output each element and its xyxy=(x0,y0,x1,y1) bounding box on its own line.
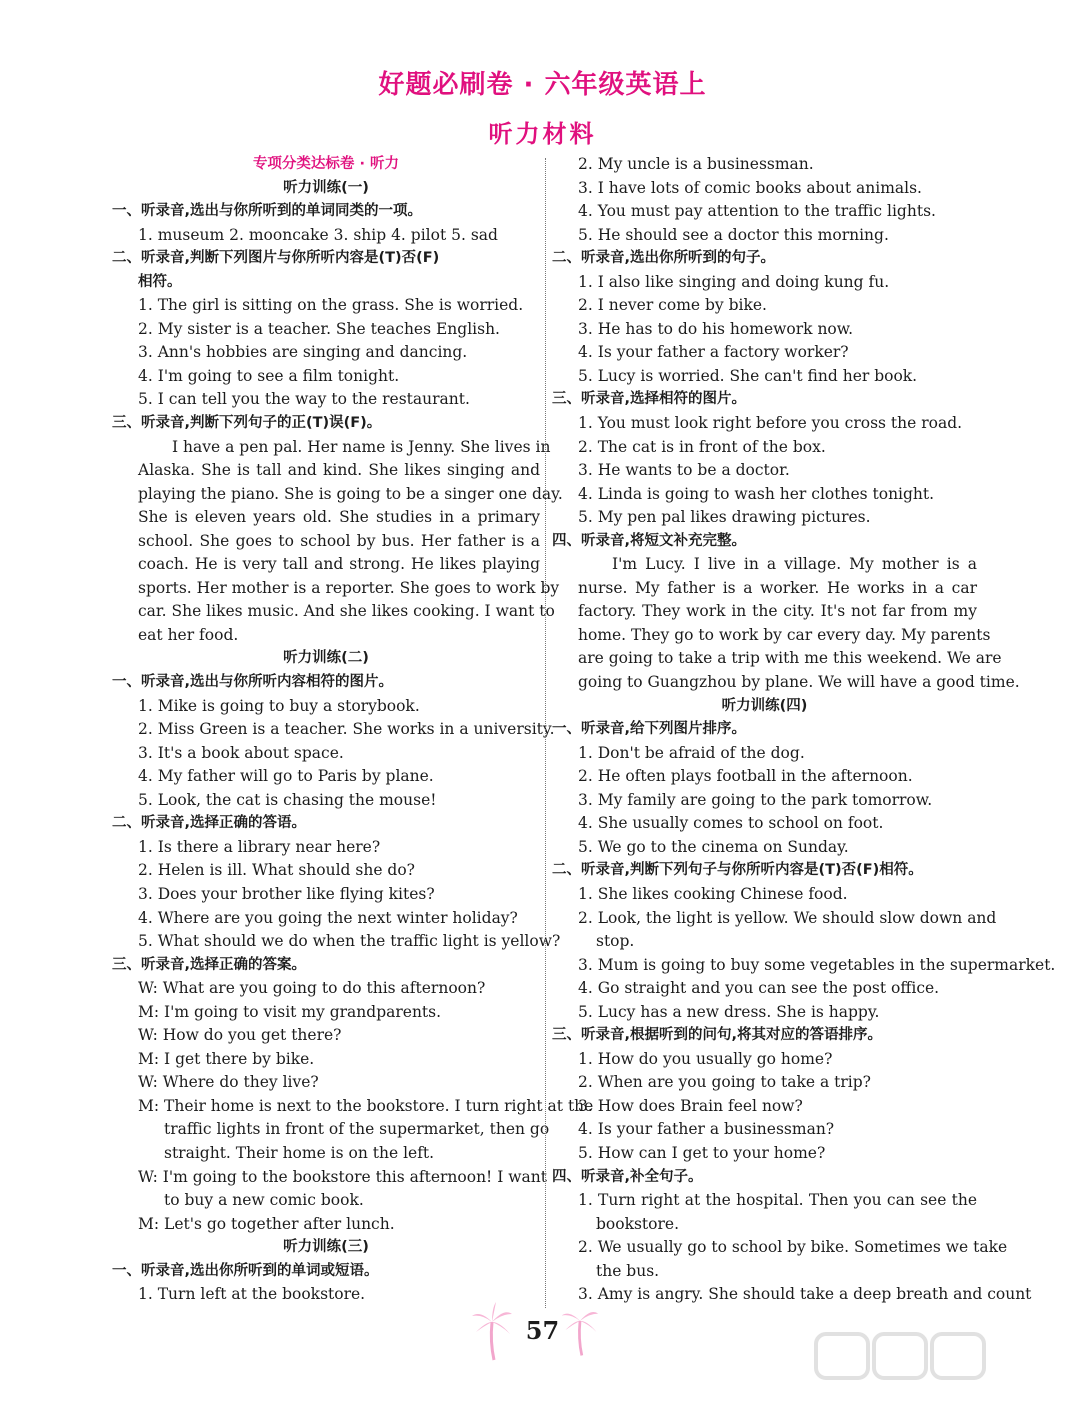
listening-item-continued: stop. xyxy=(596,932,635,951)
listening-item: 4. Linda is going to wash her clothes tonight. xyxy=(578,484,935,503)
listening-item: 1. Turn left at the bookstore. xyxy=(138,1285,366,1304)
dialogue-line: M: Their home is next to the bookstore. I turn right at the xyxy=(138,1096,594,1115)
listening-item: 1. museum 2. mooncake 3. ship 4. pilot 5. sad xyxy=(138,225,498,244)
listening-item: 4. Is your father a factory worker? xyxy=(578,343,849,362)
listening-item: 5. What should we do when the traffic light is yellow? xyxy=(138,932,561,951)
listening-item: 4. Is your father a businessman? xyxy=(578,1120,835,1139)
listening-item: 5. We go to the cinema on Sunday. xyxy=(578,837,849,856)
passage-line: home. They go to work by car every day. My parents xyxy=(578,625,991,644)
listening-item: 3. My family are going to the park tomorrow. xyxy=(578,790,933,809)
listening-item: 3. He wants to be a doctor. xyxy=(578,461,790,480)
palm-tree-right-icon xyxy=(560,1302,600,1358)
dialogue-line-continued: traffic lights in front of the supermarket, then go xyxy=(164,1120,550,1139)
listening-item: 5. He should see a doctor this morning. xyxy=(578,225,889,244)
dialogue-line-continued: straight. Their home is on the left. xyxy=(164,1143,435,1162)
question-instruction: 四、听录音,补全句子。 xyxy=(552,1168,703,1185)
passage-line: I have a pen pal. Her name is Jenny. She lives in xyxy=(172,437,551,456)
question-instruction: 相符。 xyxy=(138,273,182,290)
dialogue-line: W: What are you going to do this afternoon? xyxy=(138,979,486,998)
listening-item: 3. Does your brother like flying kites? xyxy=(138,884,435,903)
passage-line: She is eleven years old. She studies in a primary xyxy=(138,508,540,527)
listening-item: 4. Where are you going the next winter holiday? xyxy=(138,908,518,927)
listening-item: 4. I'm going to see a film tonight. xyxy=(138,366,400,385)
listening-item: 2. He often plays football in the afternoon. xyxy=(578,767,913,786)
listening-item-continued: the bus. xyxy=(596,1261,660,1280)
listening-item: 2. Look, the light is yellow. We should slow down and xyxy=(578,908,997,927)
listening-item: 1. I also like singing and doing kung fu. xyxy=(578,272,890,291)
listening-item-continued: bookstore. xyxy=(596,1214,680,1233)
section-heading: 专项分类达标卷 · 听力 xyxy=(252,156,400,172)
listening-item: 3. Ann's hobbies are singing and dancing. xyxy=(138,343,468,362)
dialogue-line: W: Where do they live? xyxy=(138,1073,319,1092)
question-instruction: 一、听录音,选出与你所听到的单词同类的一项。 xyxy=(112,203,423,220)
document-subtitle: 听力材料 xyxy=(488,120,597,148)
listening-item: 3. Mum is going to buy some vegetables in the supermarket. xyxy=(578,955,1056,974)
section-heading: 听力训练(四) xyxy=(721,697,808,714)
right-column xyxy=(552,153,1056,1307)
question-instruction: 二、听录音,判断下列图片与你所听内容是(T)否(F) xyxy=(112,250,440,267)
listening-item: 3. How does Brain feel now? xyxy=(578,1096,803,1115)
listening-item: 2. Miss Green is a teacher. She works in a university. xyxy=(138,720,555,739)
question-instruction: 二、听录音,选出你所听到的句子。 xyxy=(552,250,776,267)
listening-item: 3. He has to do his homework now. xyxy=(578,319,854,338)
question-instruction: 一、听录音,选出与你所听内容相符的图片。 xyxy=(112,674,394,691)
listening-item: 4. Go straight and you can see the post office. xyxy=(578,979,940,998)
listening-item: 2. Helen is ill. What should she do? xyxy=(138,861,415,880)
passage-line: factory. They work in the city. It's not far from my xyxy=(578,602,977,621)
listening-item: 2. I never come by bike. xyxy=(578,296,767,315)
dialogue-line: M: I'm going to visit my grandparents. xyxy=(138,1002,442,1021)
listening-item: 1. The girl is sitting on the grass. She is worried. xyxy=(138,296,524,315)
listening-item: 2. We usually go to school by bike. Sometimes we take xyxy=(578,1238,1008,1257)
listening-item: 5. How can I get to your home? xyxy=(578,1143,826,1162)
dialogue-line: W: How do you get there? xyxy=(138,1026,342,1045)
listening-item: 4. She usually comes to school on foot. xyxy=(578,814,884,833)
question-instruction: 三、听录音,选择相符的图片。 xyxy=(552,391,747,408)
section-heading: 听力训练(一) xyxy=(283,179,369,196)
question-instruction: 四、听录音,将短文补充完整。 xyxy=(552,532,747,549)
listening-item: 2. When are you going to take a trip? xyxy=(578,1073,871,1092)
listening-item: 3. It's a book about space. xyxy=(138,743,344,762)
listening-item: 4. You must pay attention to the traffic lights. xyxy=(578,202,936,221)
listening-item: 1. Turn right at the hospital. Then you can see the xyxy=(578,1191,977,1210)
listening-item: 1. Is there a library near here? xyxy=(138,837,381,856)
listening-item: 5. Look, the cat is chasing the mouse! xyxy=(138,790,437,809)
question-instruction: 二、听录音,判断下列句子与你所听内容是(T)否(F)相符。 xyxy=(552,862,923,879)
passage-line: eat her food. xyxy=(138,625,239,644)
question-instruction: 三、听录音,根据听到的问句,将其对应的答语排序。 xyxy=(552,1027,883,1044)
column-divider xyxy=(545,158,547,1308)
dialogue-line: W: I'm going to the bookstore this afternoon! I want xyxy=(138,1167,547,1186)
question-instruction: 三、听录音,选择正确的答案。 xyxy=(112,956,307,973)
watermark-logo xyxy=(810,1328,990,1408)
dialogue-line: M: Let's go together after lunch. xyxy=(138,1214,395,1233)
passage-line: are going to take a trip with me this weekend. We are xyxy=(578,649,1002,668)
passage-line: playing the piano. She is going to be a singer one day. xyxy=(138,484,563,503)
document-title: 好题必刷卷 · 六年级英语上 xyxy=(378,70,707,100)
listening-item: 1. Don't be afraid of the dog. xyxy=(578,743,805,762)
listening-item: 5. Lucy is worried. She can't find her book. xyxy=(578,366,918,385)
passage-line: school. She goes to school by bus. Her father is a xyxy=(138,531,540,550)
section-heading: 听力训练(二) xyxy=(283,650,369,667)
passage-line: Alaska. She is tall and kind. She likes singing and xyxy=(138,461,540,480)
listening-item: 4. My father will go to Paris by plane. xyxy=(138,767,434,786)
passage-line: coach. He is very tall and strong. He likes playing xyxy=(138,555,540,574)
listening-item: 5. My pen pal likes drawing pictures. xyxy=(578,508,871,527)
section-heading: 听力训练(三) xyxy=(283,1239,369,1256)
passage-line: sports. Her mother is a reporter. She goes to work by xyxy=(138,578,560,597)
passage-line: car. She likes music. And she likes cooking. I want to xyxy=(138,602,555,621)
left-column xyxy=(112,153,594,1307)
listening-item: 5. I can tell you the way to the restaurant. xyxy=(138,390,470,409)
listening-item: 2. The cat is in front of the box. xyxy=(578,437,826,456)
listening-item: 3. Amy is angry. She should take a deep breath and count xyxy=(578,1285,1032,1304)
listening-item: 1. You must look right before you cross the road. xyxy=(578,414,963,433)
question-instruction: 三、听录音,判断下列句子的正(T)误(F)。 xyxy=(112,415,382,432)
question-instruction: 一、听录音,给下列图片排序。 xyxy=(552,721,747,738)
passage-line: nurse. My father is a worker. He works in a car xyxy=(578,578,977,597)
listening-item: 2. My sister is a teacher. She teaches English. xyxy=(138,319,500,338)
listening-item: 5. Lucy has a new dress. She is happy. xyxy=(578,1002,880,1021)
listening-item: 2. My uncle is a businessman. xyxy=(578,155,814,173)
passage-line: going to Guangzhou by plane. We will have a good time. xyxy=(578,673,1020,692)
listening-item: 3. I have lots of comic books about animals. xyxy=(578,178,922,197)
question-instruction: 一、听录音,选出你所听到的单词或短语。 xyxy=(112,1262,379,1279)
listening-item: 1. She likes cooking Chinese food. xyxy=(578,884,848,903)
listening-item: 1. How do you usually go home? xyxy=(578,1049,833,1068)
passage-line: I'm Lucy. I live in a village. My mother is a xyxy=(612,555,977,574)
listening-item: 1. Mike is going to buy a storybook. xyxy=(138,696,420,715)
question-instruction: 二、听录音,选择正确的答语。 xyxy=(112,815,307,832)
page-number: 57 xyxy=(525,1316,560,1345)
dialogue-line-continued: to buy a new comic book. xyxy=(164,1191,364,1210)
dialogue-line: M: I get there by bike. xyxy=(138,1049,315,1068)
